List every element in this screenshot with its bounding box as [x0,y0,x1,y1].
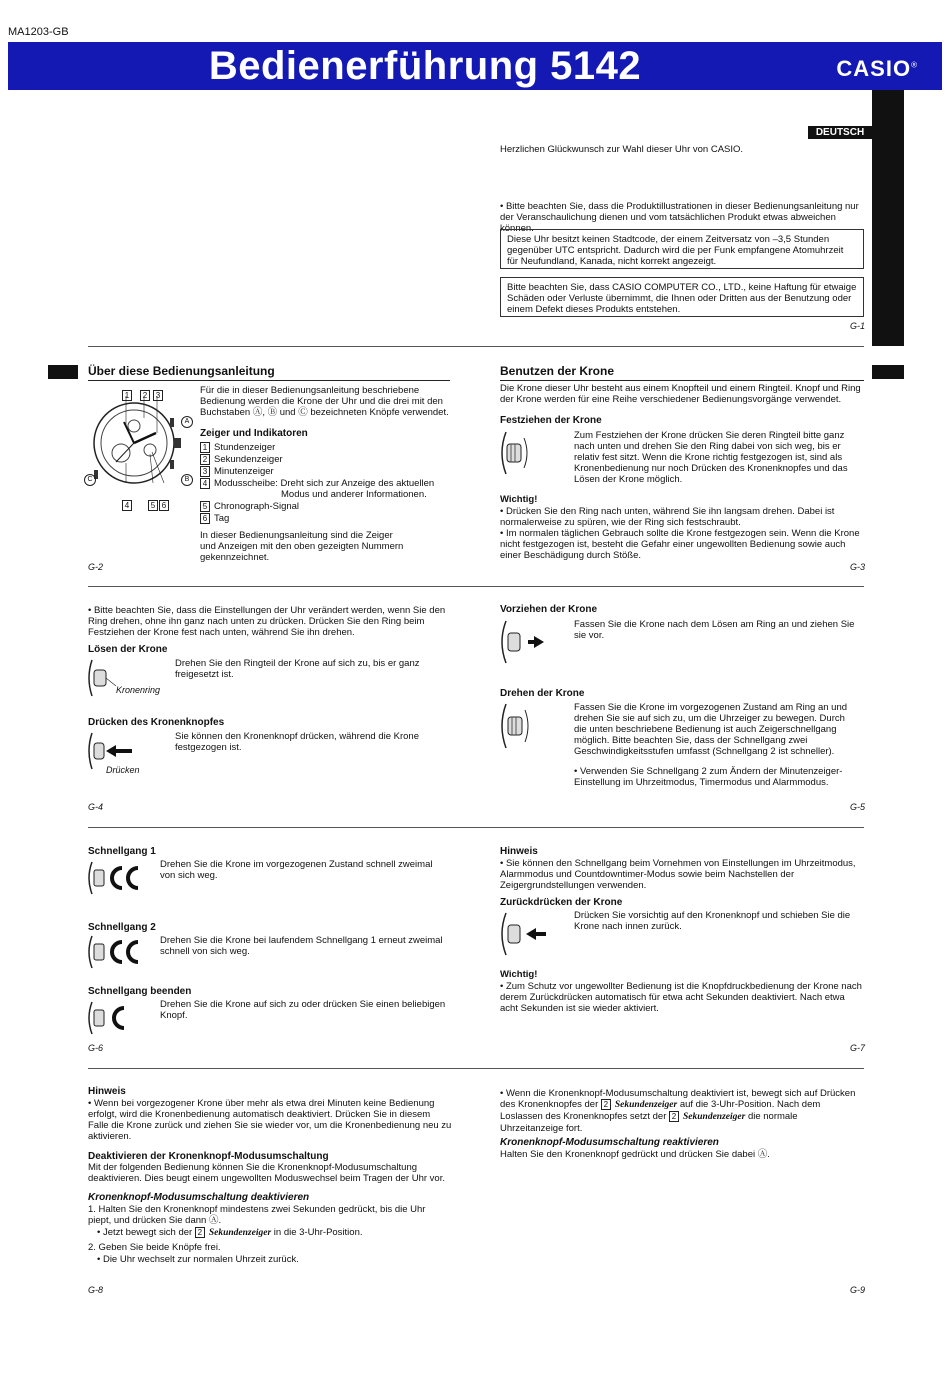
loosen-text: Drehen Sie den Ringteil der Krone auf sich zu, bis er ganz freigesetzt ist. [175,658,420,680]
page-number: G-7 [850,1043,866,1053]
button-c-label: C [84,474,96,486]
subheading-turn: Drehen der Krone [500,688,585,699]
fast-forward-2-illustration [88,934,154,970]
disable-switch-text: Mit der folgenden Bedienung können Sie die Kronenknopf-Modusumschaltung deaktivieren. Dies beugt einem ungewollten Moduswechsel beim Tragen der Uhr vor. [88,1162,445,1184]
section-heading-crown: Benutzen der Krone [500,364,864,381]
side-marker-left [48,365,78,379]
divider [88,827,864,828]
divider [88,346,864,347]
indicator-item: 3 Minutenzeiger [200,466,455,478]
indicator-list [200,442,455,525]
callout-2: 2 [140,390,150,401]
subheading-hands: Zeiger und Indikatoren [200,428,308,439]
intro-text: Für die in dieser Bedienungsanleitung beschriebene Bedienung werden die Krone der Uhr und die drei mit den Buchstaben Ⓐ, Ⓑ und Ⓒ bezeichneten Knöpfe verwendet. [200,385,449,418]
crown-turn-illustration [500,702,540,750]
callout-3: 3 [153,390,163,401]
indicator-item-continued: Modus und anderer Informationen. [281,489,427,500]
subheading-hint: Hinweis [88,1086,126,1097]
subheading-pull-out: Vorziehen der Krone [500,604,598,615]
step-1-bullet: • Jetzt bewegt sich der 2 Sekundenzeiger in die 3-Uhr-Position. [97,1227,363,1238]
subheading-hint: Hinweis [500,846,538,857]
timezone-notice-box: Diese Uhr besitzt keinen Stadtcode, der einem Zeitversatz von –3,5 Stunden gegenüber UTC entspricht. Dadurch wird die per Funk empfangene Atomuhrzeit für Neufundland, Kanada, nicht korrekt angezeigt. [500,229,864,269]
watch-diagram [86,388,196,513]
callout-6: 6 [159,500,169,511]
button-b-label: B [181,474,193,486]
congrats-text: Herzlichen Glückwunsch zur Wahl dieser Uhr von CASIO. [500,144,744,155]
fast-end-text: Drehen Sie die Krone auf sich zu oder drücken Sie einen beliebigen Knopf. [160,999,446,1021]
hint-bullet: • Wenn bei vorgezogener Krone über mehr als etwa drei Minuten keine Bedienung erfolgt, wird die Kronenbedienung automatisch deaktiviert. Drücken Sie in diesem Falle die Krone zurück und ziehen Sie sie wieder vor, um die Kronenbedienung neu zu aktivieren. [88,1098,452,1142]
indicator-item: 2 Sekundenzeiger [200,454,455,466]
divider [88,1068,864,1069]
step-1: 1. Halten Sie den Kronenknopf mindestens zwei Sekunden gedrückt, bis die Uhr piept, und drücken Sie dann Ⓐ. [88,1204,426,1226]
subheading-fast-2: Schnellgang 2 [88,922,156,933]
subheading-reactivate: Kronenknopf-Modusumschaltung reaktivieren [500,1137,719,1148]
indicator-item: 5 Chronograph-Signal [200,501,455,513]
casio-logo [836,56,918,82]
page-number: G-3 [850,562,866,572]
important-label: Wichtig! [500,494,538,505]
numbering-note: In dieser Bedienungsanleitung sind die Zeiger und Anzeigen mit den oben gezeigten Nummern gekennzeichnet. [200,530,404,563]
important-label: Wichtig! [500,969,538,980]
important-bullet: • Zum Schutz vor ungewollter Bedienung ist die Knopfdruckbedienung der Krone nach derem Zurückdrücken automatisch für etwa acht Sekunden deaktiviert. Nach etwa acht Sekunden ist sie wieder aktiviert. [500,981,862,1014]
turn-bullet: • Verwenden Sie Schnellgang 2 zum Ändern der Minutenzeiger-Einstellung im Uhrzeitmodus, Timermodus und Alarmmodus. [574,766,843,788]
section-heading-about: Über diese Bedienungsanleitung [88,364,450,381]
logo-text: CASIO [836,56,912,81]
reactivate-text: Halten Sie den Kronenknopf gedrückt und drücken Sie dabei Ⓐ. [500,1149,770,1160]
fast-forward-1-illustration [88,860,154,896]
tighten-text: Zum Festziehen der Krone drücken Sie deren Ringteil bitte ganz nach unten und drehen Sie den Ring dabei von sich weg, bis er relativ fest sitzt. Wenn die Krone richtig festgezogen ist, sind als Kronenbedienung nur noch Drücken des Kronenknopfes und das Lösen der Krone möglich. [574,430,848,485]
divider [88,586,864,587]
callout-5: 5 [148,500,158,511]
step-2-bullet: • Die Uhr wechselt zur normalen Uhrzeit zurück. [97,1254,299,1265]
watch-illustration [86,388,196,513]
turn-text: Fassen Sie die Krone im vorgezogenen Zustand am Ring an und drehen Sie sie auf sich zu, um die Uhrzeiger zu bewegen. Durch die unten beschriebene Bedienung ist auch Zeigerschnellgang möglich. Bitte beachten Sie, dass der Schnellgang zwei Geschwindigkeitsstufen umfasst (Schnellgang 2 ist schneller). [574,702,848,757]
enabled-note-bullet: • Wenn die Kronenknopf-Modusumschaltung deaktiviert ist, bewegt sich auf Drücken des Kronenknopfes der 2 Sekundenzeiger auf die 3-Uhr-Position. Nach dem Loslassen des Kronenknopfes setzt der 2 Sekundenzeiger die normale Uhrzeitanzeige fort. [500,1088,856,1134]
page-title: Bedienerführung 5142 [208,44,642,88]
important-bullet: • Drücken Sie den Ring nach unten, während Sie ihn langsam drehen. Dabei ist normalerweise zu spüren, wie der Ring sich festschraubt. [500,506,835,528]
indicator-item: 1 Stundenzeiger [200,442,455,454]
fast-1-text: Drehen Sie die Krone im vorgezogenen Zustand schnell zweimal von sich weg. [160,859,433,881]
hint-bullet: • Sie können den Schnellgang beim Vornehmen von Einstellungen im Uhrzeitmodus, Alarmmodus und Countdowntimer-Modus sowie beim Nachstellen der Zeigergrundstellungen verwenden. [500,858,856,891]
page-number: G-1 [850,321,866,331]
press-text: Sie können den Kronenknopf drücken, während die Krone festgezogen ist. [175,731,420,753]
page-number: G-2 [88,562,104,572]
fast-2-text: Drehen Sie die Krone bei laufendem Schnellgang 1 erneut zweimal schnell von sich weg. [160,935,443,957]
callout-4: 4 [122,500,132,511]
subheading-fast-1: Schnellgang 1 [88,846,156,857]
doc-code: MA1203-GB [8,26,69,38]
crown-tighten-illustration [500,430,540,476]
page-number: G-8 [88,1285,104,1295]
subheading-push-back: Zurückdrücken der Krone [500,897,623,908]
registered-mark: ® [911,60,918,70]
page-number: G-4 [88,802,104,812]
side-marker-right [872,365,904,379]
step-2: 2. Geben Sie beide Knöpfe frei. [88,1242,221,1253]
crown-intro: Die Krone dieser Uhr besteht aus einem Knopfteil und einem Ringteil. Knopf und Ring der Krone werden für eine Reihe verschiedener Bedienungsvorgänge verwendet. [500,383,861,405]
page-number: G-9 [850,1285,866,1295]
press-caption: Drücken [106,765,140,775]
push-back-text: Drücken Sie vorsichtig auf den Kronenknopf und schieben Sie die Krone nach innen zurück. [574,910,851,932]
language-tab: DEUTSCH [808,126,872,139]
subheading-disable-procedure: Kronenknopf-Modusumschaltung deaktivieren [88,1192,310,1203]
side-tab [872,90,904,346]
crown-push-back-illustration [500,911,550,957]
crown-ring-caption: Kronenring [116,685,161,695]
important-bullet: • Im normalen täglichen Gebrauch sollte die Krone festgezogen sein. Wenn die Krone nicht festgezogen ist, besteht die Gefahr einer ungewollten Bedienung sowie auch einer Beschädigung durch Stöße. [500,528,860,561]
pull-out-text: Fassen Sie die Krone nach dem Lösen am Ring an und ziehen Sie sie vor. [574,619,855,641]
crown-pull-illustration [500,619,550,665]
subheading-disable-switch: Deaktivieren der Kronenknopf-Modusumschaltung [88,1151,329,1162]
indicator-item: 4 Modusscheibe: Dreht sich zur Anzeige des aktuellen [200,478,455,489]
page-number: G-6 [88,1043,104,1053]
subheading-fast-end: Schnellgang beenden [88,986,192,997]
subheading-tighten: Festziehen der Krone [500,415,602,426]
button-a-label: A [181,416,193,428]
title-banner [8,42,942,90]
subheading-loosen: Lösen der Krone [88,644,168,655]
callout-1: 1 [122,390,132,401]
liability-notice-box: Bitte beachten Sie, dass CASIO COMPUTER CO., LTD., keine Haftung für etwaige Schäden oder Verluste übernimmt, die Ihnen oder Dritten aus der Benutzung oder einem Defekt dieses Produkts entstehen. [500,277,864,317]
ring-note: • Bitte beachten Sie, dass die Einstellungen der Uhr verändert werden, wenn Sie den Ring drehen, ohne ihn ganz nach unten zu drücken. Drücken Sie den Ring beim Festziehen der Krone fest nach unten, während Sie ihn drehen. [88,605,446,638]
subheading-press-button: Drücken des Kronenknopfes [88,717,225,728]
page-number: G-5 [850,802,866,812]
illustration-note: • Bitte beachten Sie, dass die Produktillustrationen in dieser Bedienungsanleitung nur der Veranschaulichung dienen und vom tatsächlichen Produkt etwas abweichen können. [500,201,859,234]
indicator-item: 6 Tag [200,513,455,525]
fast-end-illustration [88,1000,138,1036]
